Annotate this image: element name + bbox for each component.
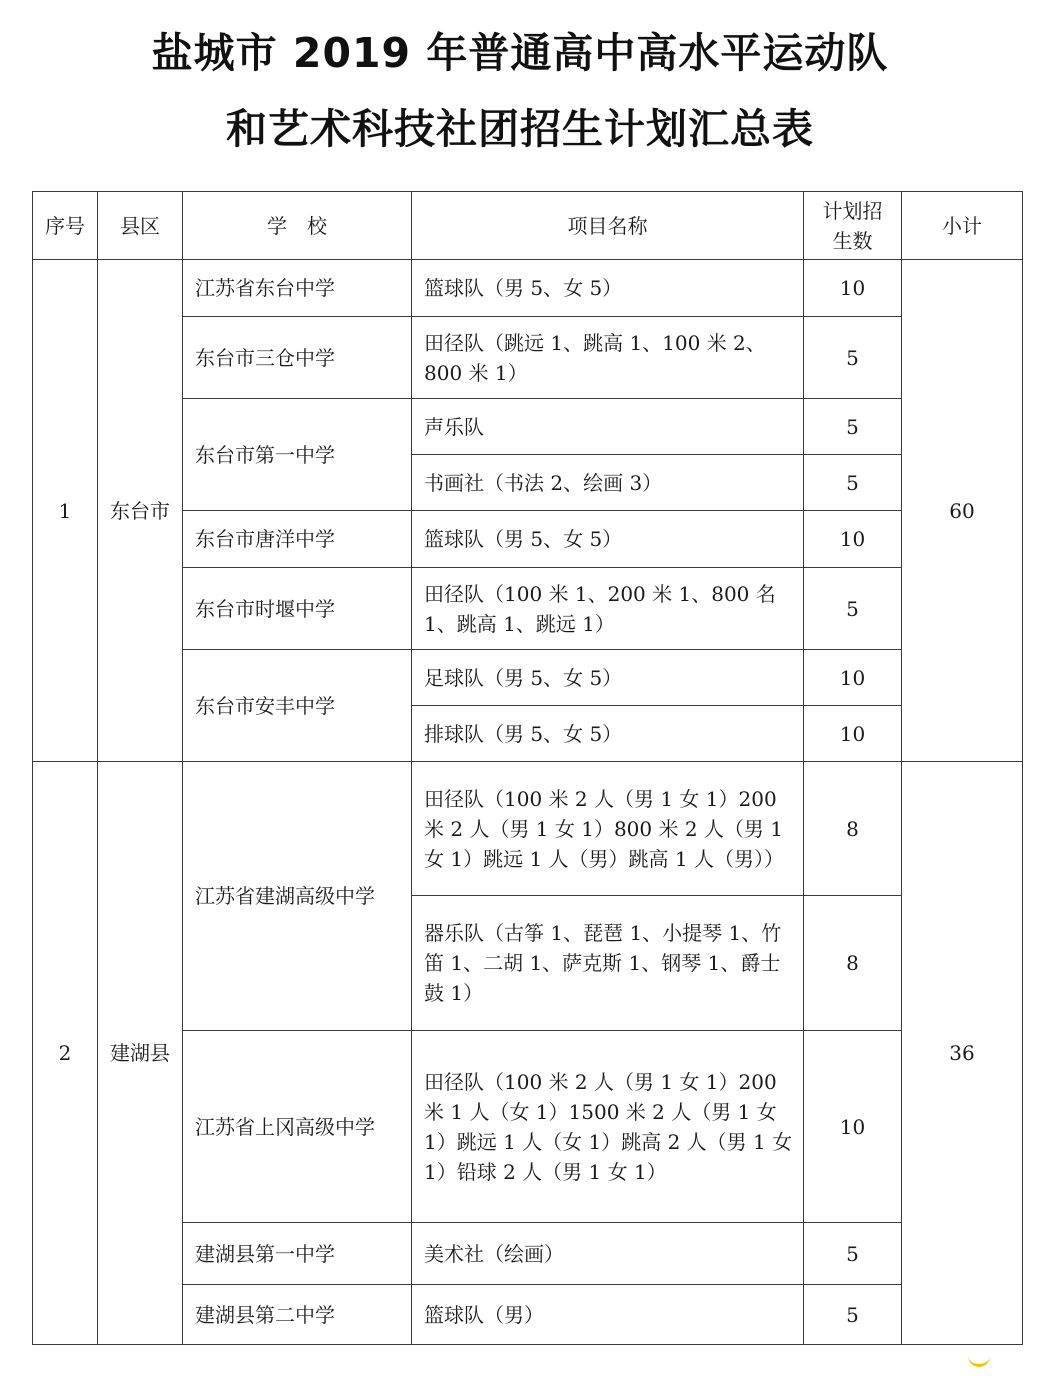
project-cell: 器乐队（古筝 1、琵琶 1、小提琴 1、竹笛 1、二胡 1、萨克斯 1、钢琴 1、爵士鼓 1） [412, 896, 804, 1031]
header-project: 项目名称 [412, 192, 804, 260]
plan-cell: 8 [804, 896, 902, 1031]
plan-cell: 10 [804, 260, 902, 317]
table-row [33, 762, 1023, 896]
school-cell: 东台市三仓中学 [183, 317, 412, 399]
project-cell: 田径队（100 米 1、200 米 1、800 名 1、跳高 1、跳远 1） [412, 568, 804, 650]
header-row [33, 192, 1023, 260]
plan-cell: 5 [804, 399, 902, 455]
school-cell: 东台市第一中学 [183, 399, 412, 511]
subtotal-cell: 36 [902, 762, 1023, 1345]
project-cell: 足球队（男 5、女 5） [412, 650, 804, 706]
project-cell: 声乐队 [412, 399, 804, 455]
project-cell: 田径队（跳远 1、跳高 1、100 米 2、800 米 1） [412, 317, 804, 399]
plan-cell: 5 [804, 317, 902, 399]
project-cell: 书画社（书法 2、绘画 3） [412, 455, 804, 511]
plan-cell: 5 [804, 1285, 902, 1345]
plan-cell: 5 [804, 568, 902, 650]
header-subtotal: 小计 [902, 192, 1023, 260]
project-cell: 美术社（绘画） [412, 1223, 804, 1285]
header-seq: 序号 [33, 192, 98, 260]
school-cell: 东台市安丰中学 [183, 650, 412, 762]
subtotal-cell: 60 [902, 260, 1023, 762]
plan-cell: 8 [804, 762, 902, 896]
table-row [33, 260, 1023, 317]
plan-cell: 5 [804, 1223, 902, 1285]
seq-cell: 2 [33, 762, 98, 1345]
plan-cell: 10 [804, 650, 902, 706]
project-cell: 田径队（100 米 2 人（男 1 女 1）200 米 2 人（男 1 女 1）800 米 2 人（男 1 女 1）跳远 1 人（男）跳高 1 人（男）） [412, 762, 804, 896]
school-cell: 建湖县第二中学 [183, 1285, 412, 1345]
header-district: 县区 [98, 192, 183, 260]
header-plan: 计划招生数 [804, 192, 902, 260]
school-cell: 东台市时堰中学 [183, 568, 412, 650]
school-cell: 建湖县第一中学 [183, 1223, 412, 1285]
district-cell: 建湖县 [98, 762, 183, 1345]
project-cell: 田径队（100 米 2 人（男 1 女 1）200 米 1 人（女 1）1500 米 2 人（男 1 女 1）跳远 1 人（女 1）跳高 2 人（男 1 女 1）铅球 2 人（男 1 女 1） [412, 1031, 804, 1223]
project-cell: 篮球队（男 5、女 5） [412, 511, 804, 568]
district-cell: 东台市 [98, 260, 183, 762]
watermark-smile-icon [968, 1352, 990, 1367]
seq-cell: 1 [33, 260, 98, 762]
enrollment-table [32, 191, 1023, 1345]
school-cell: 江苏省建湖高级中学 [183, 762, 412, 1031]
plan-cell: 10 [804, 1031, 902, 1223]
project-cell: 篮球队（男） [412, 1285, 804, 1345]
project-cell: 篮球队（男 5、女 5） [412, 260, 804, 317]
page-title-line2: 和艺术科技社团招生计划汇总表 [226, 105, 814, 153]
project-cell: 排球队（男 5、女 5） [412, 706, 804, 762]
page-title-line1: 盐城市 2019 年普通高中高水平运动队 [151, 29, 889, 77]
header-school: 学 校 [183, 192, 412, 260]
school-cell: 江苏省上冈高级中学 [183, 1031, 412, 1223]
plan-cell: 10 [804, 511, 902, 568]
school-cell: 江苏省东台中学 [183, 260, 412, 317]
plan-cell: 10 [804, 706, 902, 762]
plan-cell: 5 [804, 455, 902, 511]
school-cell: 东台市唐洋中学 [183, 511, 412, 568]
